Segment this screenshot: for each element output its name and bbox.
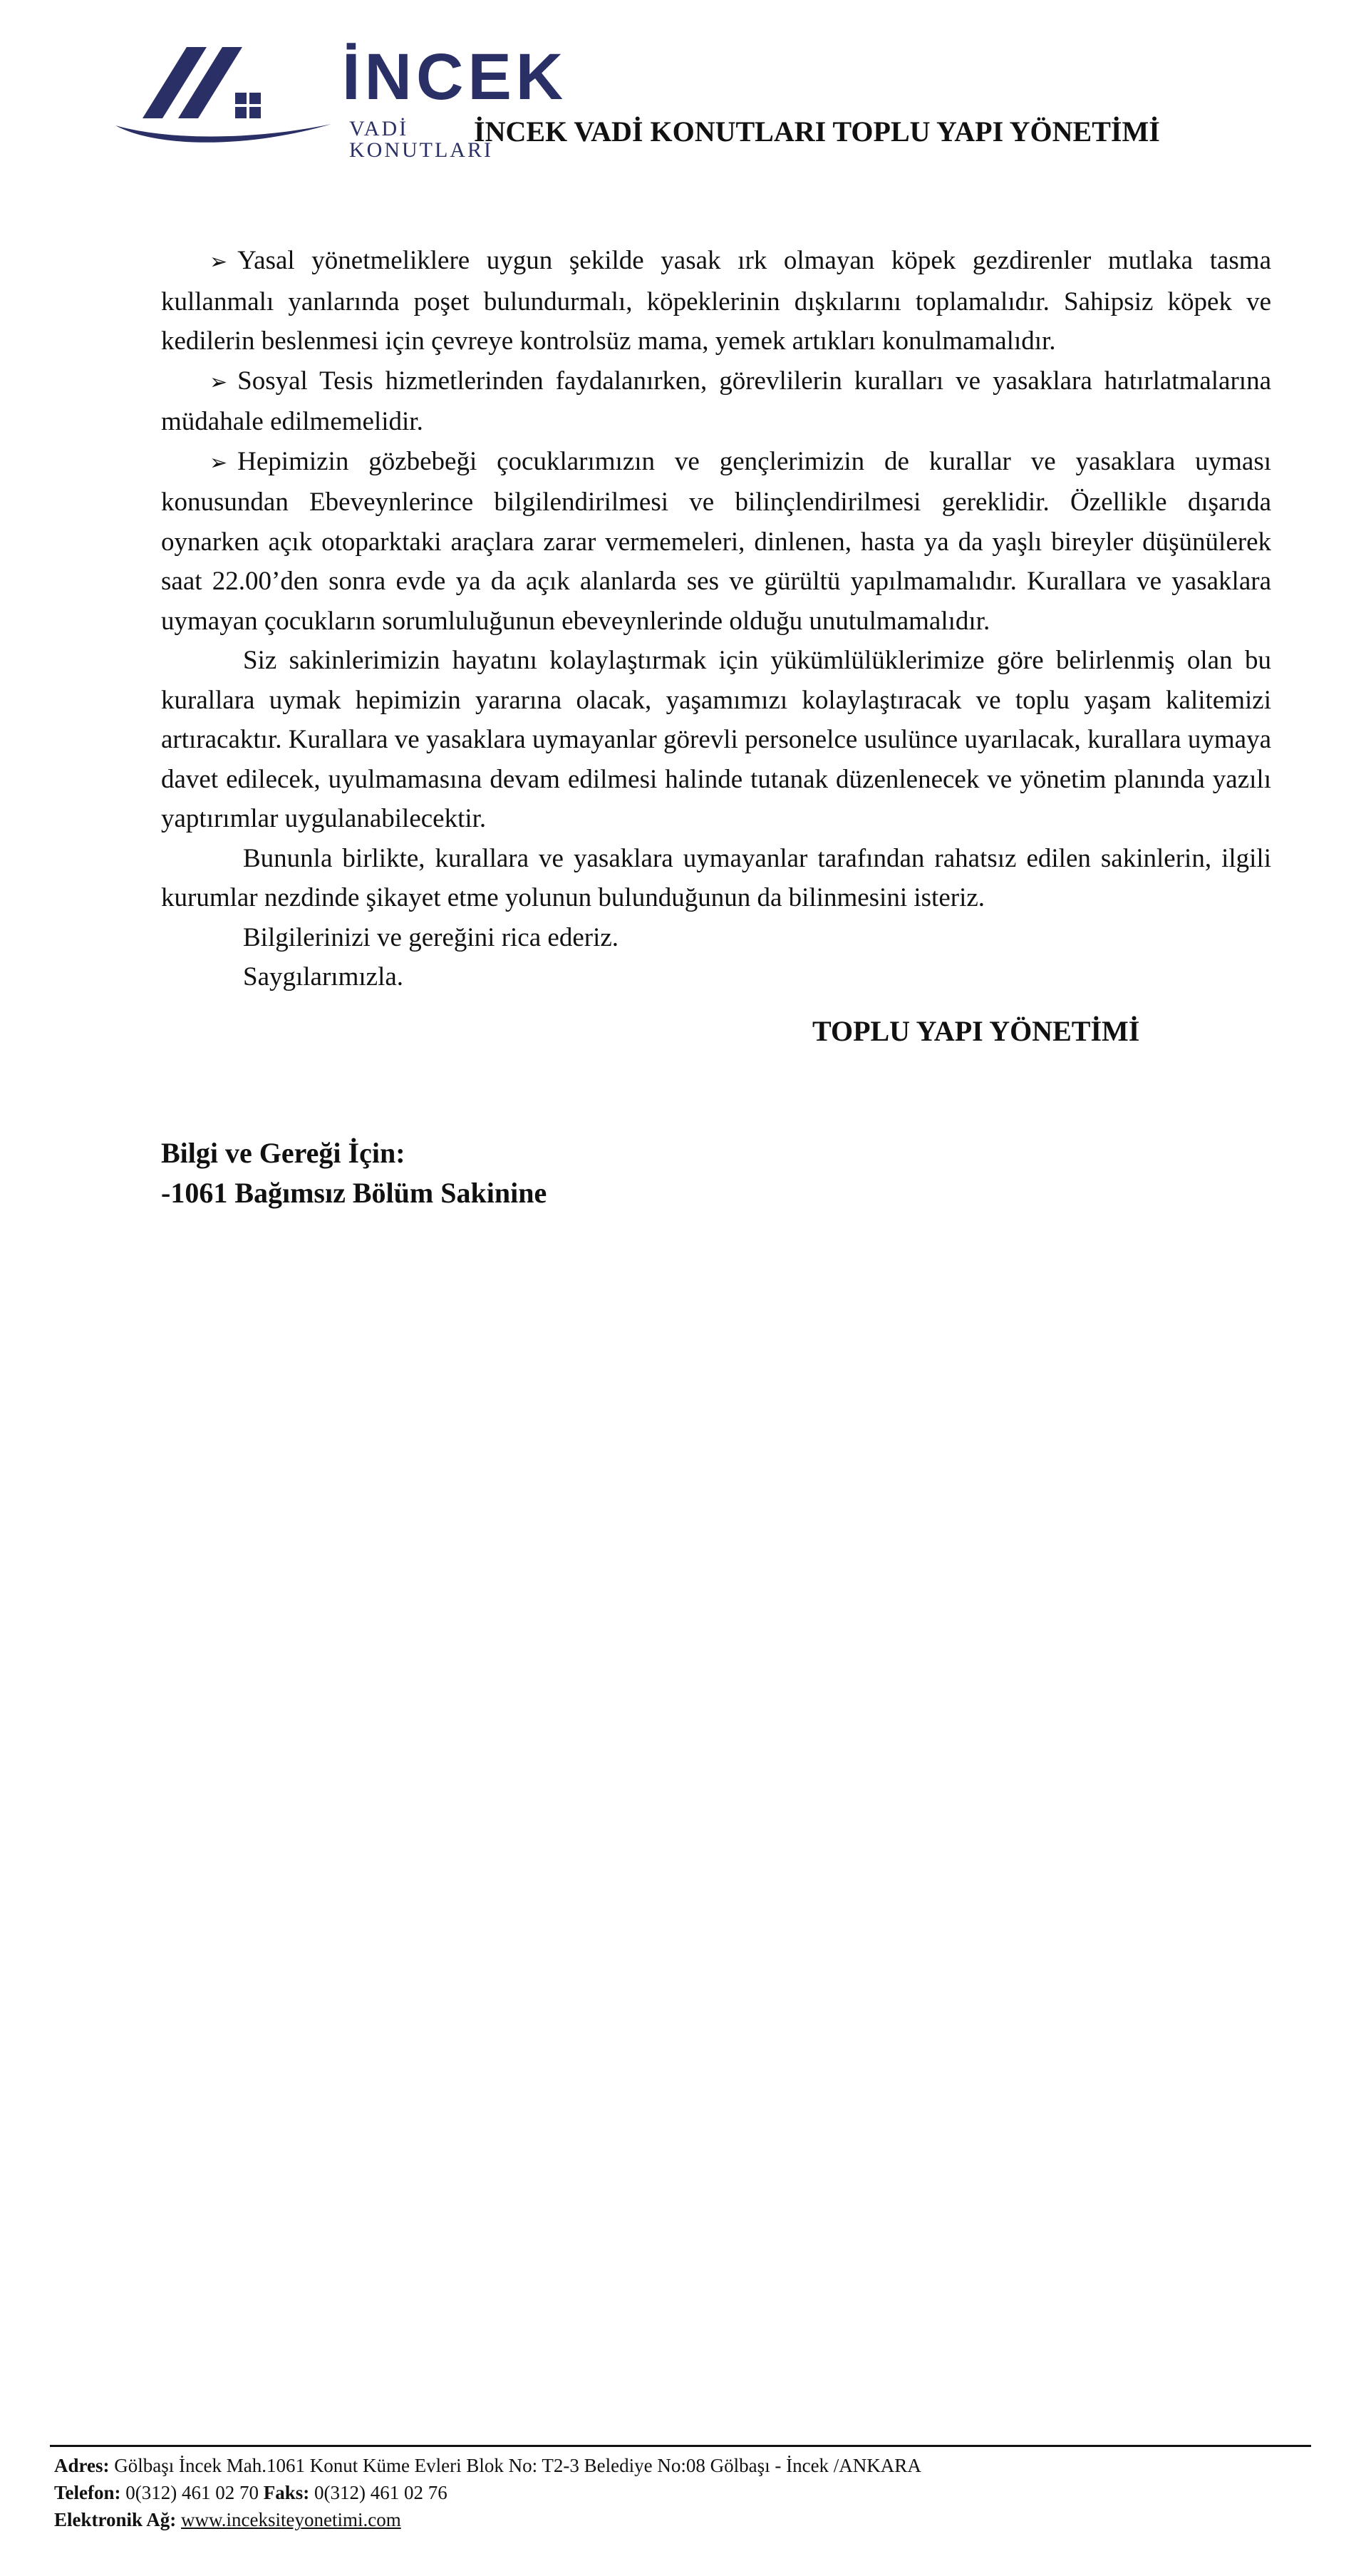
footer-divider [50,2445,1311,2447]
roof-swoosh-icon [114,41,356,148]
bullet-item-social-facility [161,361,1271,442]
recipients-block [161,1133,547,1213]
bullet-text: Sosyal Tesis hizmetlerinden faydalanırken, görevlilerin kuralları ve yasaklara hatırlatmalarına müdahale edilmemelidir. [161,366,1271,436]
footer-address [54,2452,921,2479]
phone-value: 0(312) 461 02 70 [125,2482,259,2503]
arrow-bullet-icon: ➢ [209,369,228,395]
letter-body [161,241,1271,997]
paragraph-rules: Siz sakinlerimizin hayatını kolaylaştırmak için yükümlülüklerimize göre belirlenmiş olan bu kurallara uymak hepimizin yararına olacak, yaşamımızı kolaylaştıracak ve toplu yaşam kalitemizi artıracaktır. Kurallara ve yasaklara uymayanlar görevli personelce usulünce uyarılacak, kurallara uymaya davet edilecek, uyulmamasına devam edilmesi halinde tutanak düzenlenecek ve yönetim planında yazılı yaptırımlar uygulanabilecektir. [161,646,1271,833]
web-link[interactable]: www.inceksiteyonetimi.com [181,2509,401,2530]
address-label: Adres: [54,2455,110,2476]
recipient-line: -1061 Bağımsız Bölüm Sakinine [161,1177,547,1209]
company-logo [114,41,568,162]
web-label: Elektronik Ağ: [54,2509,177,2530]
fax-value: 0(312) 461 02 76 [314,2482,447,2503]
bullet-text: Hepimizin gözbebeği çocuklarımızın ve gençlerimizin de kurallar ve yasaklara uyması konusundan Ebeveynlerince bilgilendirilmesi ve bilinçlendirilmesi gereklidir. Özellikle dışarıda oynarken açık otoparktaki araçlara zarar vermemeleri, dinlenen, hasta ya da yaşlı bireyler düşünülerek saat 22.00’den sonra evde ya da açık alanlarda ses ve gürültü yapılmamalıdır. Kurallara ve yasaklara uymayan çocukların sorumluluğunun ebeveynlerinde olduğu unutulmamalıdır. [161,446,1271,636]
footer [54,2452,921,2533]
arrow-bullet-icon: ➢ [209,249,228,274]
fax-label: Faks: [263,2482,310,2503]
paragraph-complaints: Bununla birlikte, kurallara ve yasaklara uymayanlar tarafından rahatsız edilen sakinlerin, ilgili kurumlar nezdinde şikayet etme yolunun bulunduğunun da bilinmesini isteriz. [161,843,1271,912]
recipients-label: Bilgi ve Gereği İçin: [161,1137,405,1169]
footer-web [54,2506,921,2533]
logo-subtitle-text: VADİ KONUTLARI [349,117,493,162]
bullet-item-children [161,442,1271,642]
page-title: İNCEK VADİ KONUTLARI TOPLU YAPI YÖNETİMİ [474,115,1160,148]
bullet-item-dogs [161,241,1271,361]
address-value: Gölbaşı İncek Mah.1061 Konut Küme Evleri Blok No: T2-3 Belediye No:08 Gölbaşı - İncek /ANKARA [114,2455,921,2476]
signature-block: TOPLU YAPI YÖNETİMİ [812,1015,1140,1047]
phone-label: Telefon: [54,2482,121,2503]
paragraph-request: Bilgilerinizi ve gereğini rica ederiz. [243,922,619,952]
bullet-text: Yasal yönetmeliklere uygun şekilde yasak ırk olmayan köpek gezdirenler mutlaka tasma kullanmalı yanlarında poşet bulundurmalı, köpeklerinin dışkılarını toplamalıdır. Sahipsiz köpek ve kedilerin beslenmesi için çevreye kontrolsüz mama, yemek artıkları konulmamalıdır. [161,246,1271,356]
arrow-bullet-icon: ➢ [209,450,228,475]
paragraph-closing: Saygılarımızla. [243,962,404,991]
footer-contact [54,2479,921,2506]
logo-brand-text: İNCEK [342,41,568,113]
